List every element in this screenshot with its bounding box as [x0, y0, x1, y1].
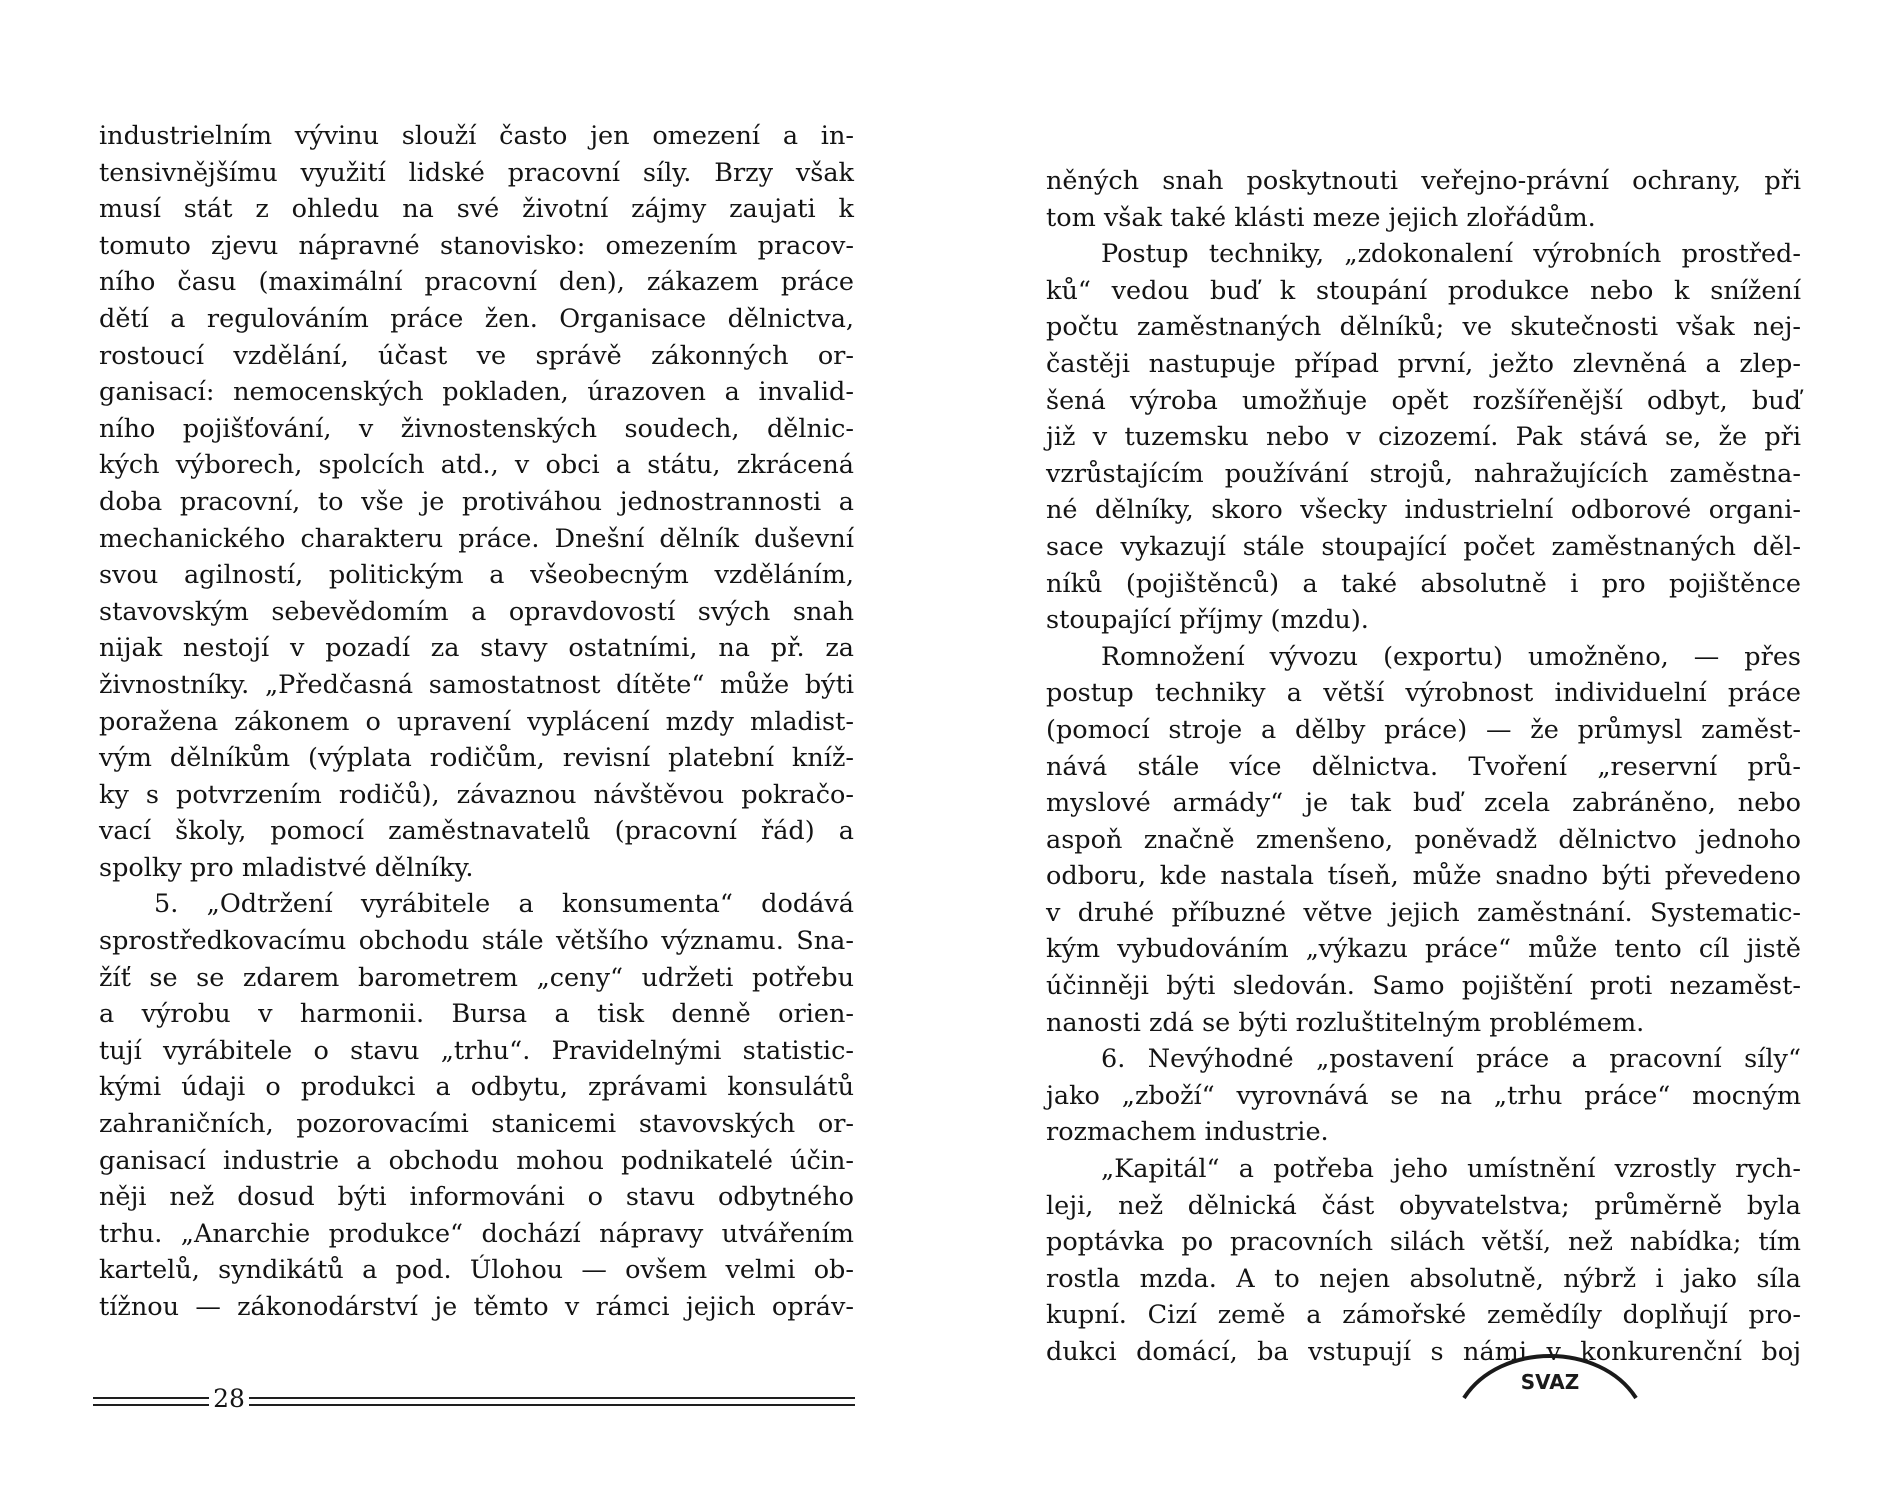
text-line: kých výborech, spolcích atd., v obci a státu, zkrácená: [99, 450, 854, 481]
text-line: ního času (maximální pracovní den), zákazem práce: [99, 267, 854, 298]
text-line: ky s potvrzením rodičů), závaznou návštěvou pokračo-: [99, 779, 854, 810]
text-line: žíť se se zdarem barometrem „ceny“ udržeti potřebu: [99, 962, 854, 993]
text-line: ganisací: nemocenských pokladen, úrazoven a invalid-: [99, 377, 854, 408]
text-line: ků“ vedou buď k stoupání produkce nebo k snížení: [1046, 275, 1801, 306]
section-heading-line: 6. Nevýhodné „postavení práce a pracovní síly“: [1101, 1044, 1801, 1075]
page-number: 28: [209, 1381, 249, 1417]
text-line: trhu. „Anarchie produkce“ dochází nápravy utvářením: [99, 1218, 854, 1249]
text-line: leji, než dělnická část obyvatelstva; průměrně byla: [1046, 1190, 1801, 1221]
text-line: živnostníky. „Předčasná samostatnost dítěte“ může býti: [99, 669, 854, 700]
text-line: a výrobu v harmonii. Bursa a tisk denně orien-: [99, 999, 854, 1030]
section-heading-line: 5. „Odtržení vyrábitele a konsumenta“ dodává: [154, 889, 854, 920]
text-line: kartelů, syndikátů a pod. Úlohou — ovšem velmi ob-: [99, 1255, 854, 1286]
text-line: šená výroba umožňuje opět rozšířenější odbyt, buď: [1046, 385, 1801, 416]
footer-rule: [249, 1404, 855, 1406]
text-line: odboru, kde nastala tíseň, může snadno býti převedeno: [1046, 861, 1801, 892]
text-line: tížnou — zákonodárství je těmto v rámci jejich opráv-: [99, 1292, 854, 1322]
text-line: zahraničních, pozorovacími stanicemi stavovských or-: [99, 1109, 854, 1140]
footer-rule: [93, 1404, 209, 1406]
text-line: ního pojišťování, v živnostenských soudech, dělnic-: [99, 413, 854, 444]
text-line: kými údaji o produkci a odbytu, zprávami konsulátů: [99, 1072, 854, 1103]
text-line: myslové armády“ je tak buď zcela zabráněno, nebo: [1046, 788, 1801, 819]
text-line: vzrůstajícím používání strojů, nahražujících zaměstna-: [1046, 458, 1801, 489]
text-line: sace vykazují stále stoupající počet zaměstnaných děl-: [1046, 531, 1801, 562]
text-line: postup techniky a větší výrobnost individuelní práce: [1046, 678, 1801, 709]
text-line: tom však také klásti meze jejich zlořádům.: [1046, 202, 1596, 233]
right-page: [1046, 163, 1801, 1371]
text-line: né dělníky, skoro všecky industrielní odborové organi-: [1046, 495, 1801, 526]
text-line: sprostředkovacímu obchodu stále většího významu. Sna-: [99, 926, 854, 957]
text-line: Romnožení vývozu (exportu) umožněno, — přes: [1101, 641, 1801, 672]
text-line: rostoucí vzdělání, účast ve správě zákonných or-: [99, 340, 854, 371]
text-line: stoupající příjmy (mzdu).: [1046, 605, 1369, 636]
text-line: jako „zboží“ vyrovnává se na „trhu práce“ mocným: [1046, 1080, 1801, 1111]
text-line: tensivnějšímu využití lidské pracovní síly. Brzy však: [99, 157, 854, 188]
text-line: (pomocí stroje a dělby práce) — že průmysl zaměst-: [1046, 714, 1801, 745]
text-line: Postup techniky, „zdokonalení výrobních prostřed-: [1101, 239, 1801, 270]
stamp-text: SVAZ: [1520, 1370, 1580, 1394]
text-line: poptávka po pracovních silách větší, než nabídka; tím: [1046, 1227, 1801, 1258]
text-line: rostla mzda. A to nejen absolutně, nýbrž i jako síla: [1046, 1263, 1801, 1294]
text-line: něji než dosud býti informováni o stavu odbytného: [99, 1182, 854, 1213]
text-line: dukci domácí, ba vstupují s námi v konkurenční boj: [1046, 1337, 1801, 1367]
text-line: spolky pro mladistvé dělníky.: [99, 852, 474, 883]
text-line: „Kapitál“ a potřeba jeho umístnění vzrostly rych-: [1101, 1154, 1801, 1185]
footer-rule: [249, 1397, 855, 1399]
text-line: dětí a regulováním práce žen. Organisace dělnictva,: [99, 303, 854, 334]
text-line: poražena zákonem o upravení vyplácení mzdy mladist-: [99, 706, 854, 737]
text-line: nává stále více dělnictva. Tvoření „reservní prů-: [1046, 751, 1801, 782]
text-line: kým vybudováním „výkazu práce“ může tento cíl jistě: [1046, 934, 1801, 965]
text-line: industrielním vývinu slouží často jen omezení a in-: [99, 121, 854, 151]
text-line: tomuto zjevu nápravné stanovisko: omezením pracov-: [99, 230, 854, 261]
text-line: již v tuzemsku nebo v cizozemí. Pak stává se, že při: [1046, 422, 1801, 453]
library-stamp: [1450, 1334, 1650, 1404]
text-line: ganisací industrie a obchodu mohou podnikatelé účin-: [99, 1145, 854, 1176]
text-line: v druhé příbuzné větve jejich zaměstnání. Systematic-: [1046, 897, 1801, 928]
text-line: stavovským sebevědomím a opravdovostí svých snah: [99, 596, 854, 627]
text-line: účinněji býti sledován. Samo pojištění proti nezaměst-: [1046, 971, 1801, 1002]
text-line: svou agilností, politickým a všeobecným vzděláním,: [99, 560, 854, 591]
page-footer: [93, 1380, 855, 1420]
left-page: [99, 118, 854, 1326]
text-line: musí stát z ohledu na své životní zájmy zaujati k: [99, 194, 854, 225]
text-line: doba pracovní, to vše je protiváhou jednostrannosti a: [99, 486, 854, 517]
text-line: vací školy, pomocí zaměstnavatelů (pracovní řád) a: [99, 816, 854, 847]
text-line: mechanického charakteru práce. Dnešní dělník duševní: [99, 523, 854, 554]
text-line: nijak nestojí v pozadí za stavy ostatními, na př. za: [99, 633, 854, 664]
text-line: aspoň značně zmenšeno, poněvadž dělnictvo jednoho: [1046, 824, 1801, 855]
text-line: vým dělníkům (výplata rodičům, revisní platební kníž-: [99, 743, 854, 774]
text-line: kupní. Cizí země a zámořské zemědíly doplňují pro-: [1046, 1300, 1801, 1331]
text-line: častěji nastupuje případ první, ježto zlevněná a zlep-: [1046, 348, 1801, 379]
footer-rule: [93, 1397, 209, 1399]
text-line: tují vyrábitele o stavu „trhu“. Pravidelnými statistic-: [99, 1035, 854, 1066]
text-line: počtu zaměstnaných dělníků; ve skutečnosti však nej-: [1046, 312, 1801, 343]
text-line: rozmachem industrie.: [1046, 1117, 1329, 1148]
text-line: nanosti zdá se býti rozluštitelným problémem.: [1046, 1007, 1645, 1038]
text-line: něných snah poskytnouti veřejno-právní ochrany, při: [1046, 166, 1801, 196]
text-line: níků (pojištěnců) a také absolutně i pro pojištěnce: [1046, 568, 1801, 599]
